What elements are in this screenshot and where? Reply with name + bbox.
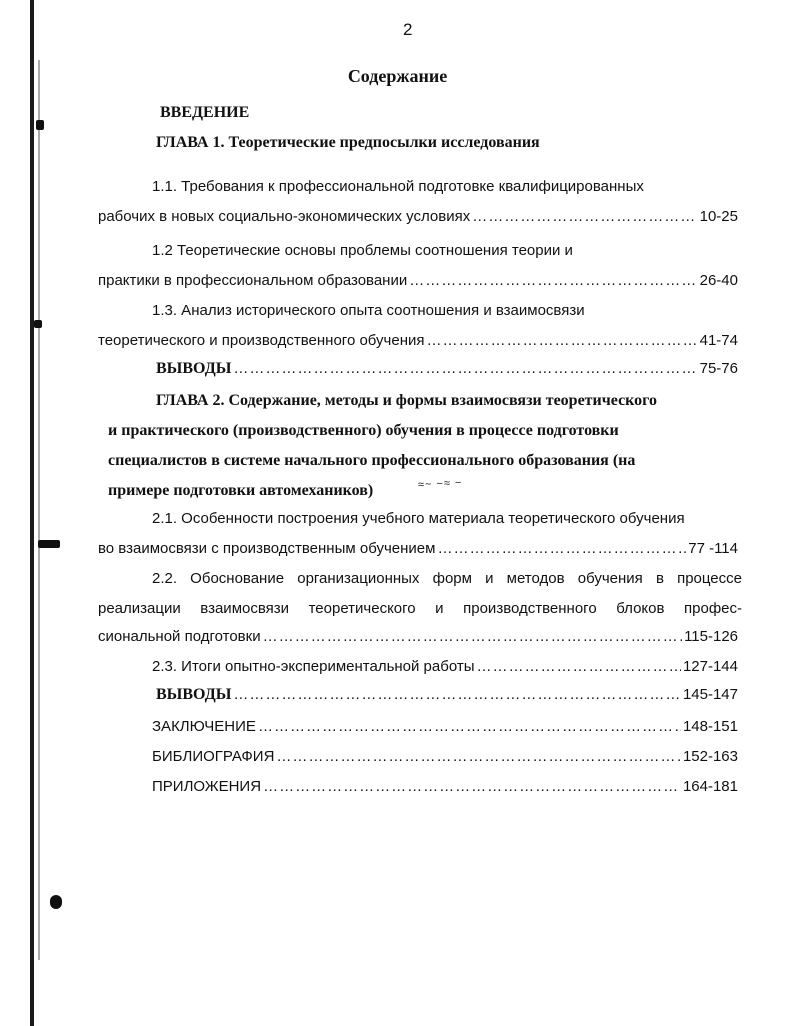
scan-blot (50, 895, 62, 909)
toc-entry-conclusion (152, 718, 738, 735)
toc-2-2-line2: реализации взаимосвязи теоретического и производственного блоков профес- (98, 600, 742, 617)
scan-blot (34, 320, 42, 328)
toc-2-2-line3: сиональной подготовки (98, 628, 261, 645)
toc-chapter-1: ГЛАВА 1. Теоретические предпосылки исследования (156, 134, 540, 151)
toc-entry-appendices (152, 778, 738, 795)
toc-conclusions-2-pages: 145-147 (682, 686, 738, 703)
toc-1-2-pages: 26-40 (699, 272, 738, 289)
page-title: Содержание (347, 66, 448, 86)
toc-entry-1-1 (98, 208, 738, 225)
toc-1-2-line2: практики в профессиональном образовании (98, 272, 408, 289)
toc-1-3-line2: теоретического и производственного обучения (98, 332, 425, 349)
toc-conclusions-1-label: ВЫВОДЫ (156, 360, 232, 377)
toc-entry-conclusions-1 (156, 360, 738, 378)
toc-1-2-line1: 1.2 Теоретические основы проблемы соотношения теории и (152, 242, 573, 259)
toc-chapter-2-line1: ГЛАВА 2. Содержание, методы и формы взаимосвязи теоретического (156, 392, 658, 409)
toc-2-2-line1: 2.2. Обоснование организационных форм и методов обучения в процессе (152, 570, 742, 587)
toc-1-1-line1: 1.1. Требования к профессиональной подготовке квалифицированных (152, 178, 644, 195)
toc-entry-2-1 (98, 540, 738, 557)
toc-entry-1-2 (98, 272, 738, 289)
toc-appendices-label: ПРИЛОЖЕНИЯ (152, 778, 262, 795)
scan-blot (36, 120, 44, 130)
toc-chapter-2-line4: примере подготовки автомехаников) (108, 482, 374, 499)
toc-2-1-pages: 77 -114 (688, 540, 738, 557)
toc-2-3-pages: 127-144 (682, 658, 738, 675)
toc-appendices-pages: 164-181 (682, 778, 738, 795)
toc-1-1-pages: 10-25 (699, 208, 738, 225)
handwritten-mark: ≈~ ~≈ ~ (417, 476, 463, 492)
toc-entry-bibliography (152, 748, 738, 765)
toc-2-1-line1: 2.1. Особенности построения учебного материала теоретического обучения (152, 510, 685, 527)
toc-chapter-2-line3: специалистов в системе начального профессионального образования (на (108, 452, 636, 469)
toc-1-3-pages: 41-74 (699, 332, 738, 349)
toc-entry-2-2 (98, 628, 738, 645)
toc-conclusion-label: ЗАКЛЮЧЕНИЕ (152, 718, 256, 735)
toc-conclusion-pages: 148-151 (682, 718, 738, 735)
toc-1-3-line1: 1.3. Анализ исторического опыта соотношения и взаимосвязи (152, 302, 585, 319)
toc-bibliography-label: БИБЛИОГРАФИЯ (152, 748, 275, 765)
toc-bibliography-pages: 152-163 (682, 748, 738, 765)
toc-chapter-2-line2: и практического (производственного) обучения в процессе подготовки (108, 422, 619, 439)
scan-border (30, 0, 34, 1026)
page-number: 2 (403, 20, 413, 39)
toc-introduction: ВВЕДЕНИЕ (160, 104, 250, 121)
toc-2-1-line2: во взаимосвязи с производственным обучением (98, 540, 436, 557)
toc-2-2-pages: 115-126 (684, 628, 738, 645)
toc-entry-1-3 (98, 332, 738, 349)
scan-blot (38, 540, 60, 548)
toc-conclusions-1-pages: 75-76 (699, 360, 738, 377)
toc-1-1-line2: рабочих в новых социально-экономических условиях (98, 208, 471, 225)
toc-entry-2-3 (152, 658, 738, 675)
scan-border-shadow (38, 60, 40, 960)
toc-conclusions-2-label: ВЫВОДЫ (156, 686, 232, 703)
toc-2-3-label: 2.3. Итоги опытно-экспериментальной работы (152, 658, 475, 675)
toc-entry-conclusions-2 (156, 686, 738, 704)
